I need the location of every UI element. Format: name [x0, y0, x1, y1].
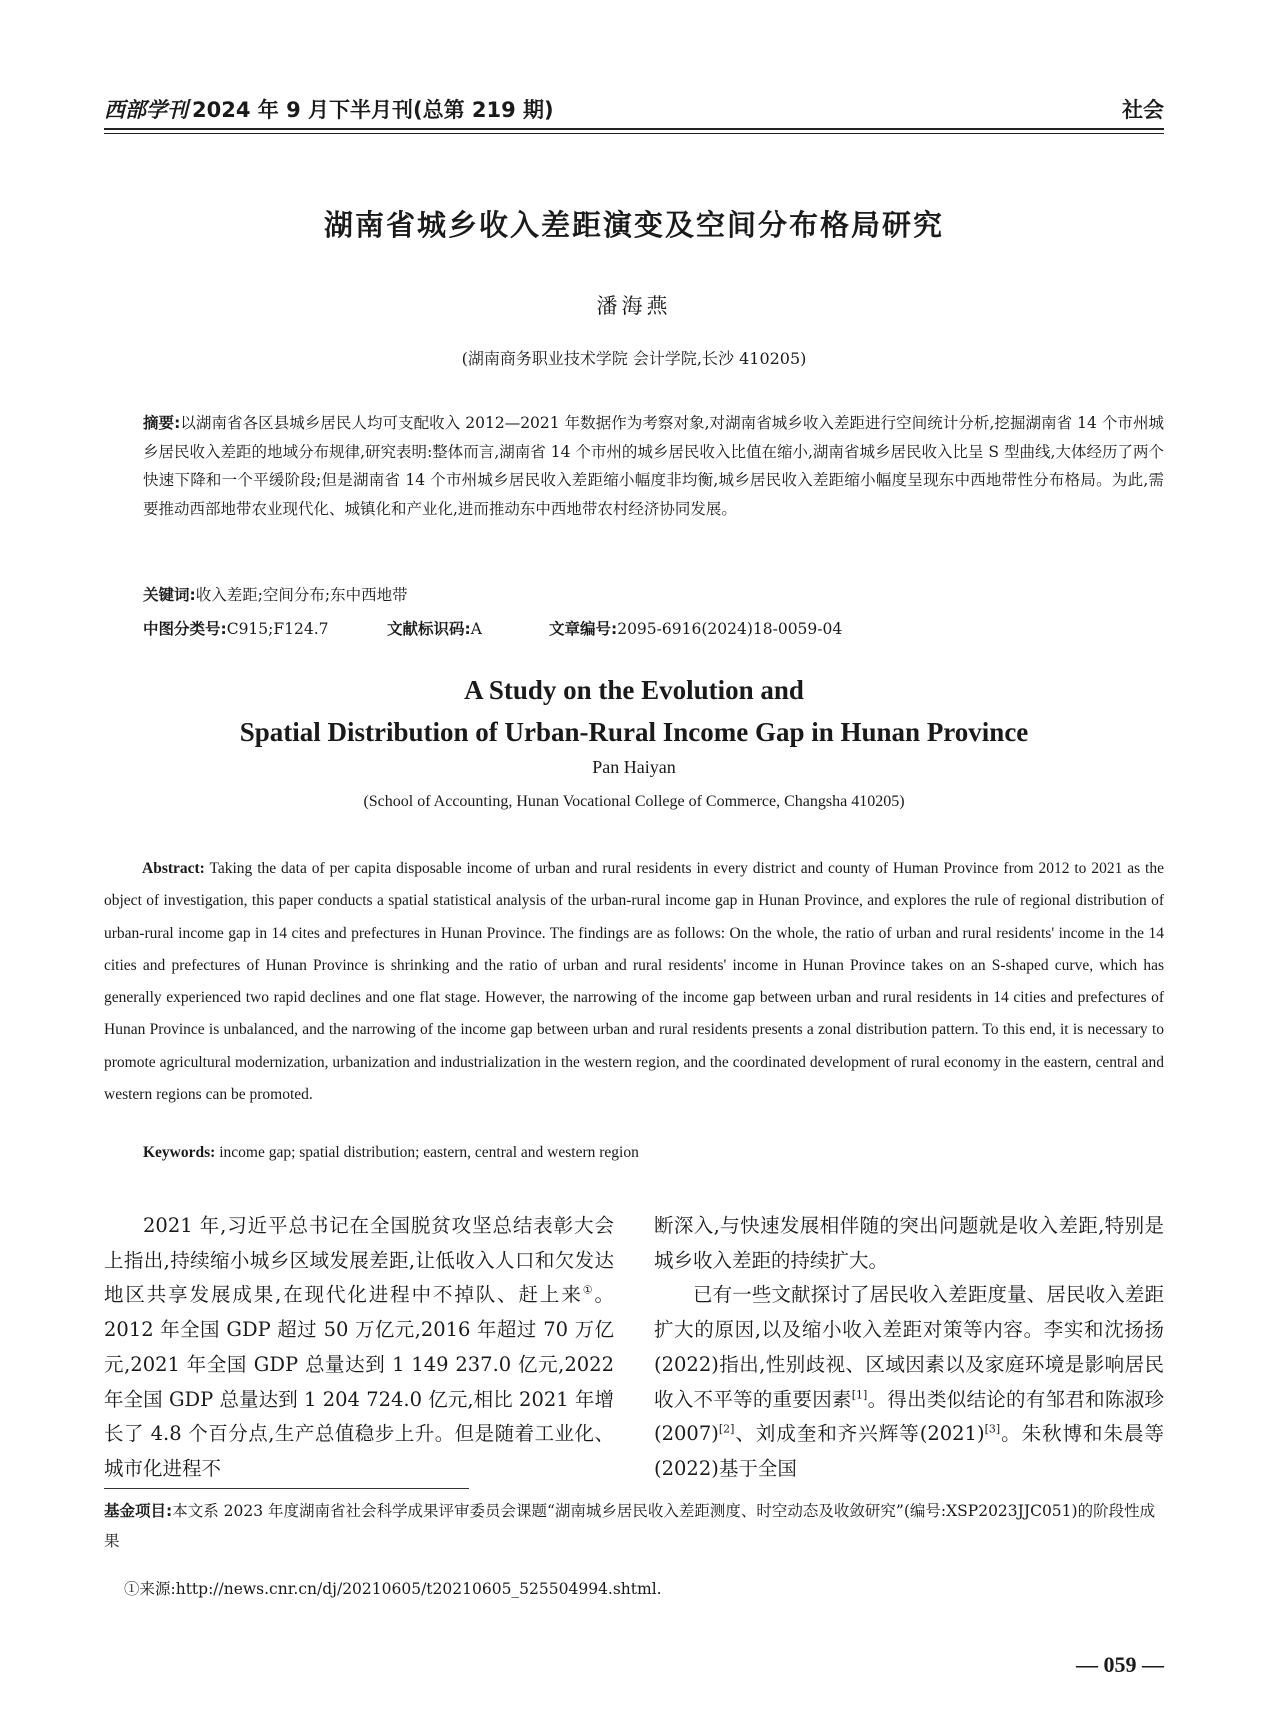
- body-column-left: [104, 1209, 614, 1487]
- body-text: 2021 年,习近平总书记在全国脱贫攻坚总结表彰大会上指出,持续缩小城乡区域发展差距,让低收入人口和欠发达地区共享发展成果,在现代化进程中不掉队、赶上来: [104, 1214, 614, 1307]
- body-column-right: [654, 1209, 1164, 1487]
- page-number: — 059 —: [1076, 1652, 1164, 1677]
- body-text: 。2012 年全国 GDP 超过 50 万亿元,2016 年超过 70 万亿元,2021 年全国 GDP 总量达到 1 149 237.0 亿元,2022 年全国 GDP 总量达到 1 204 724.0 亿元,相比 2021 年增长了 4.8 个百分点,生产总值稳步上升。但是随着工业化、城市化进程不: [104, 1283, 614, 1480]
- fund-text: 本文系 2023 年度湖南省社会科学成果评审委员会课题“湖南城乡居民收入差距测度、时空动态及收敛研究”(编号:XSP2023JJC051)的阶段性成果: [104, 1502, 1156, 1550]
- classification-line: [143, 617, 1164, 639]
- article-no-field: [549, 617, 842, 639]
- header-rule: [104, 128, 1164, 130]
- journal-issue: [104, 94, 554, 124]
- reference-marker[interactable]: [1]: [851, 1388, 868, 1402]
- header-rule-thin: [104, 133, 1164, 134]
- body-paragraph: 断深入,与快速发展相伴随的突出问题就是收入差距,特别是城乡收入差距的持续扩大。: [654, 1214, 1164, 1272]
- keywords-en-label: Keywords:: [143, 1144, 216, 1161]
- paper-title-cn: 湖南省城乡收入差距演变及空间分布格局研究: [323, 208, 944, 242]
- doc-code-field: [387, 617, 549, 639]
- abstract-en-label: Abstract:: [142, 860, 205, 877]
- fund-label: 基金项目:: [104, 1502, 173, 1520]
- section-label: 社会: [1122, 98, 1164, 122]
- author-cn: 潘海燕: [596, 294, 672, 318]
- body-text: 。朱秋博和朱晨等(2022)基于全国: [654, 1422, 1164, 1480]
- paper-title-en-line2: Spatial Distribution of Urban-Rural Income Gap in Hunan Province: [239, 717, 1029, 747]
- keywords-en: [143, 1144, 1164, 1162]
- journal-header: [104, 88, 1164, 124]
- body-paragraph: [654, 1278, 1164, 1486]
- keywords-cn-text: 收入差距;空间分布;东中西地带: [195, 586, 408, 604]
- reference-marker[interactable]: [2]: [718, 1422, 735, 1436]
- article-no-label: 文章编号:: [549, 620, 618, 638]
- body-text: 、刘成奎和齐兴辉等(2021): [734, 1422, 985, 1446]
- paper-title-en-line1: A Study on the Evolution and: [464, 675, 804, 705]
- body-text: 已有一些文献探讨了居民收入差距度量、居民收入差距扩大的原因,以及缩小收入差距对策等内容。李实和沈扬扬(2022)指出,性别歧视、区域因素以及家庭环境是影响居民收入不平等的重要因素: [654, 1283, 1164, 1411]
- clc-label: 中图分类号:: [143, 620, 227, 638]
- abstract-cn-label: 摘要:: [143, 414, 181, 432]
- author-en: Pan Haiyan: [592, 757, 676, 777]
- source-footnote: ①来源:http://news.cnr.cn/dj/20210605/t20210605_525504994.shtml.: [124, 1580, 662, 1598]
- issue-text: 2024 年 9 月下半月刊(总第 219 期): [192, 98, 554, 122]
- keywords-cn-label: 关键词:: [143, 586, 196, 604]
- clc-value: C915;F124.7: [226, 620, 329, 638]
- abstract-cn-text: 以湖南省各区县城乡居民人均可支配收入 2012—2021 年数据作为考察对象,对湖南省城乡收入差距进行空间统计分析,挖掘湖南省 14 个市州城乡居民收入差距的地域分布规律,研究表明:整体而言,湖南省 14 个市州的城乡居民收入比值在缩小,湖南省城乡居民收入比呈 S 型曲线,大体经历了两个快速下降和一个平缓阶段;但是湖南省 14 个市州城乡居民收入差距缩小幅度非均衡,城乡居民收入差距缩小幅度呈现东中西地带性分布格局。为此,需要推动西部地带农业现代化、城镇化和产业化,进而推动东中西地带农村经济协同发展。: [143, 414, 1165, 518]
- footnote-rule: [104, 1488, 469, 1489]
- footnote-marker[interactable]: ①: [582, 1283, 595, 1297]
- fund-note: [104, 1496, 1164, 1556]
- body-text: 。得出类似结论的有邹君和陈淑珍(2007): [654, 1387, 1164, 1446]
- paper-title-en: [0, 669, 1268, 753]
- doc-code-value: A: [470, 620, 482, 638]
- abstract-en: [104, 853, 1164, 1111]
- reference-marker[interactable]: [3]: [984, 1422, 1001, 1436]
- article-no-value: 2095-6916(2024)18-0059-04: [617, 620, 843, 638]
- body-paragraph: [104, 1209, 614, 1487]
- keywords-en-text: income gap; spatial distribution; eastern, central and western region: [219, 1144, 639, 1161]
- affiliation-cn: (湖南商务职业技术学院 会计学院,长沙 410205): [461, 349, 807, 368]
- abstract-en-text: Taking the data of per capita disposable income of urban and rural residents in every district and county of Human Province from 2012 to 2021 as the object of investigation, this paper conducts a spatial statistical analysis of the urban-rural income gap in Hunan Province, and explores the rule of regional distribution of urban-rural income gap in 14 cites and prefectures in Hunan Province. The findings are as follows: On the whole, the ratio of urban and rural residents' income in the 14 cities and prefectures of Hunan Province is shrinking and the ratio of urban and rural residents' income in Hunan Province takes on an S-shaped curve, which has generally experienced two rapid declines and one flat stage. However, the narrowing of the income gap between urban and rural residents in 14 cities and prefectures of Hunan Province is unbalanced, and the narrowing of the income gap between urban and rural residents presents a zonal distribution pattern. To this end, it is necessary to promote agricultural modernization, urbanization and industrialization in the western region, and the coordinated development of rural economy in the eastern, central and western regions can be promoted.: [104, 860, 1164, 1104]
- abstract-cn: [143, 409, 1164, 523]
- keywords-cn: [143, 583, 408, 605]
- doc-code-label: 文献标识码:: [387, 620, 471, 638]
- journal-logo: 西部学刊: [104, 97, 188, 122]
- clc-field: [143, 617, 387, 639]
- affiliation-en: (School of Accounting, Hunan Vocational College of Commerce, Changsha 410205): [363, 793, 905, 810]
